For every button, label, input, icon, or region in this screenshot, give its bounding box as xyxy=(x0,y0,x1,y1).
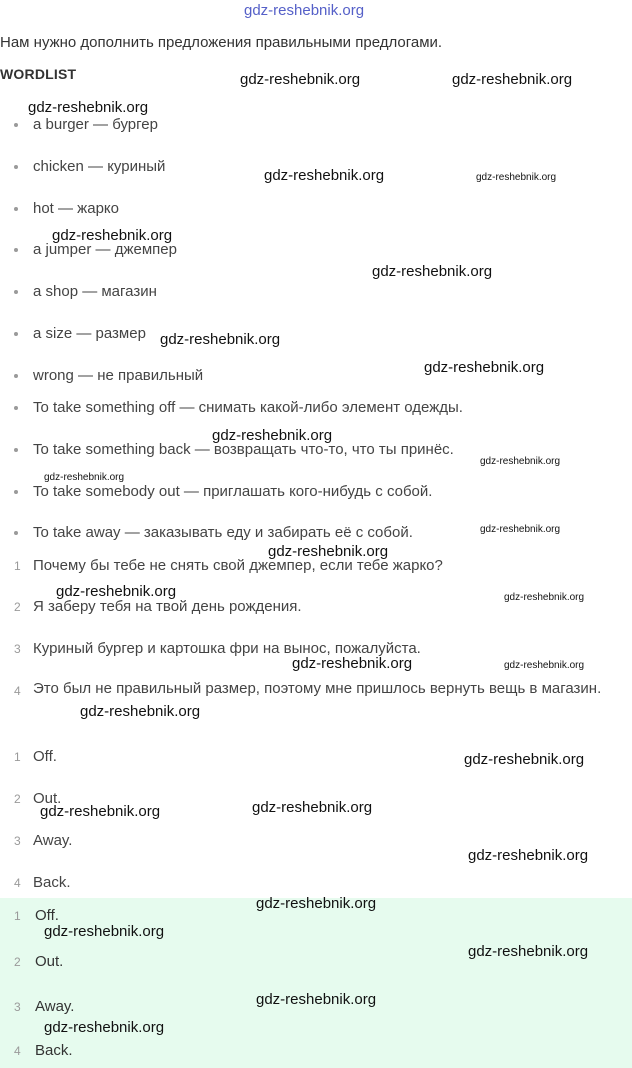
watermark: gdz-reshebnik.org xyxy=(480,524,561,535)
bullet-icon xyxy=(14,448,18,452)
watermark: gdz-reshebnik.org xyxy=(44,1019,165,1036)
sentence-number: 4 xyxy=(14,684,21,698)
wordlist-item-text: a size — размер xyxy=(33,325,146,342)
watermark: gdz-reshebnik.org xyxy=(56,583,177,600)
answer-text: Out. xyxy=(35,953,64,970)
watermark: gdz-reshebnik.org xyxy=(80,703,201,720)
watermark: gdz-reshebnik.org xyxy=(372,263,493,280)
wordlist-item xyxy=(14,116,158,133)
bullet-icon xyxy=(14,531,18,535)
watermark: gdz-reshebnik.org xyxy=(44,472,125,483)
bullet-icon xyxy=(14,406,18,410)
exercise-number: 4 xyxy=(14,876,21,890)
answer-text: Off. xyxy=(35,907,59,924)
wordlist-item-text: a burger — бургер xyxy=(33,116,158,133)
bullet-icon xyxy=(14,290,18,294)
exercise-text: Away. xyxy=(33,832,73,849)
watermark: gdz-reshebnik.org xyxy=(452,71,573,88)
watermark: gdz-reshebnik.org xyxy=(52,227,173,244)
exercise-text: Off. xyxy=(33,748,57,765)
wordlist-item xyxy=(14,367,203,384)
wordlist-item-text: hot — жарко xyxy=(33,200,119,217)
answer-text: Away. xyxy=(35,998,75,1015)
bullet-icon xyxy=(14,123,18,127)
wordlist-item xyxy=(14,325,146,342)
watermark: gdz-reshebnik.org xyxy=(468,847,589,864)
exercise-row xyxy=(14,748,57,765)
bullet-icon xyxy=(14,165,18,169)
wordlist-item xyxy=(14,283,157,300)
wordlist-item xyxy=(14,399,463,416)
watermark: gdz-reshebnik.org xyxy=(504,660,585,671)
wordlist-item xyxy=(14,158,165,175)
wordlist-item-text: chicken — куриный xyxy=(33,158,166,175)
exercise-number: 1 xyxy=(14,750,21,764)
answer-text: Back. xyxy=(35,1042,73,1059)
wordlist-item xyxy=(14,200,119,217)
answer-row xyxy=(14,953,63,970)
watermark: gdz-reshebnik.org xyxy=(476,172,557,183)
watermark: gdz-reshebnik.org xyxy=(244,2,365,19)
answer-row xyxy=(14,907,59,924)
watermark: gdz-reshebnik.org xyxy=(40,803,161,820)
answer-row xyxy=(14,998,74,1015)
sentence-text: Я заберу тебя на твой день рождения. xyxy=(33,598,302,615)
exercise-number: 3 xyxy=(14,834,21,848)
bullet-icon xyxy=(14,490,18,494)
watermark: gdz-reshebnik.org xyxy=(252,799,373,816)
wordlist-item-text: To take something back — возвращать что-то, что ты принёс. xyxy=(33,441,454,458)
bullet-icon xyxy=(14,332,18,336)
wordlist-item xyxy=(14,483,432,500)
watermark: gdz-reshebnik.org xyxy=(292,655,413,672)
answer-number: 1 xyxy=(14,909,21,923)
exercise-row xyxy=(14,874,71,891)
answer-number: 4 xyxy=(14,1044,21,1058)
bullet-icon xyxy=(14,207,18,211)
sentence-number: 1 xyxy=(14,559,21,573)
intro-text: Нам нужно дополнить предложения правильными предлогами. xyxy=(0,34,443,51)
bullet-icon xyxy=(14,248,18,252)
wordlist-title: WORDLIST xyxy=(0,66,77,82)
sentence-row xyxy=(14,676,613,702)
answer-number: 3 xyxy=(14,1000,21,1014)
watermark: gdz-reshebnik.org xyxy=(256,895,377,912)
sentence-text: Это был не правильный размер, поэтому мне пришлось вернуть вещь в магазин. xyxy=(33,680,602,697)
exercise-text: Back. xyxy=(33,874,71,891)
exercise-text: Out. xyxy=(33,790,62,807)
watermark: gdz-reshebnik.org xyxy=(44,923,165,940)
watermark: gdz-reshebnik.org xyxy=(424,359,545,376)
answer-row xyxy=(14,1042,73,1059)
wordlist-item-text: a shop — магазин xyxy=(33,283,157,300)
wordlist-item-text: To take something off — снимать какой-либо элемент одежды. xyxy=(33,399,463,416)
sentence-number: 2 xyxy=(14,600,21,614)
watermark: gdz-reshebnik.org xyxy=(28,99,149,116)
watermark: gdz-reshebnik.org xyxy=(268,543,389,560)
exercise-row xyxy=(14,832,72,849)
watermark: gdz-reshebnik.org xyxy=(468,943,589,960)
wordlist-item-text: a jumper — джемпер xyxy=(33,241,177,258)
sentence-text: Почему бы тебе не снять свой джемпер, если тебе жарко? xyxy=(33,557,443,574)
answer-number: 2 xyxy=(14,955,21,969)
watermark: gdz-reshebnik.org xyxy=(264,167,385,184)
wordlist-item-text: To take away — заказывать еду и забирать её с собой. xyxy=(33,524,413,541)
wordlist-item xyxy=(14,524,413,541)
watermark: gdz-reshebnik.org xyxy=(504,592,585,603)
watermark: gdz-reshebnik.org xyxy=(464,751,585,768)
sentence-row xyxy=(14,598,302,615)
sentence-number: 3 xyxy=(14,642,21,656)
watermark: gdz-reshebnik.org xyxy=(160,331,281,348)
sentence-text: Куриный бургер и картошка фри на вынос, пожалуйста. xyxy=(33,640,421,657)
watermark: gdz-reshebnik.org xyxy=(256,991,377,1008)
exercise-number: 2 xyxy=(14,792,21,806)
watermark: gdz-reshebnik.org xyxy=(480,456,561,467)
bullet-icon xyxy=(14,374,18,378)
wordlist-item-text: To take somebody out — приглашать кого-нибудь с собой. xyxy=(33,483,433,500)
watermark: gdz-reshebnik.org xyxy=(240,71,361,88)
wordlist-item-text: wrong — не правильный xyxy=(33,367,204,384)
watermark: gdz-reshebnik.org xyxy=(212,427,333,444)
